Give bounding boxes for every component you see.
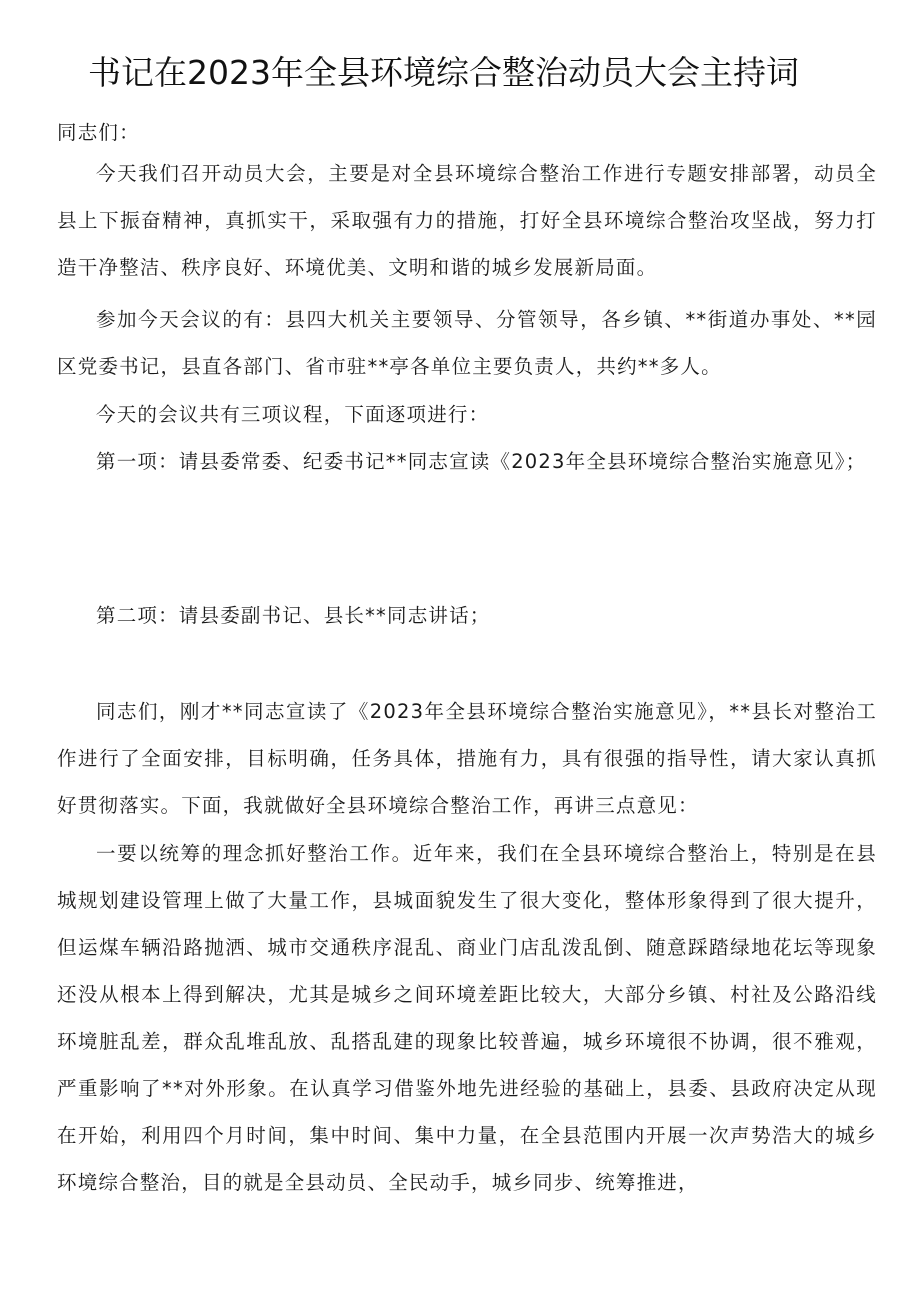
- paragraph-summary: 同志们，刚才**同志宣读了《2023年全县环境综合整治实施意见》，**县长对整治工作进行了全面安排，目标明确，任务具体，措施有力，具有很强的指导性，请大家认真抓好贯彻落实。下面，我就做好全县环境综合整治工作，再讲三点意见：: [57, 700, 877, 817]
- paragraph-point-one: 一要以统筹的理念抓好整治工作。近年来，我们在全县环境综合整治上，特别是在县城规划建设管理上做了大量工作，县城面貌发生了很大变化，整体形象得到了很大提升，但运煤车辆沿路抛洒、城市交通秩序混乱、商业门店乱泼乱倒、随意踩踏绿地花坛等现象还没从根本上得到解决，尤其是城乡之间环境差距比较大，大部分乡镇、村社及公路沿线环境脏乱差，群众乱堆乱放、乱搭乱建的现象比较普遍，城乡环境很不协调，很不雅观，严重影响了**对外形象。在认真学习借鉴外地先进经验的基础上，县委、县政府决定从现在开始，利用四个月时间，集中时间、集中力量，在全县范围内开展一次声势浩大的城乡环境综合整治，目的就是全县动员、全民动手，城乡同步、统筹推进，: [57, 842, 877, 1194]
- paragraph-attendees: 参加今天会议的有：县四大机关主要领导、分管领导，各乡镇、**街道办事处、**园区党委书记，县直各部门、省市驻**亭各单位主要负责人，共约**多人。: [57, 308, 877, 378]
- paragraph-opening: 今天我们召开动员大会，主要是对全县环境综合整治工作进行专题安排部署，动员全县上下振奋精神，真抓实干，采取强有力的措施，打好全县环境综合整治攻坚战，努力打造干净整洁、秩序良好、环境优美、文明和谐的城乡发展新局面。: [57, 162, 877, 279]
- paragraph-agenda-item-2: 第二项：请县委副书记、县长**同志讲话；: [96, 604, 491, 627]
- document-title: 书记在2023年全县环境综合整治动员大会主持词: [88, 53, 799, 92]
- greeting: 同志们：: [57, 121, 140, 144]
- paragraph-agenda-intro: 今天的会议共有三项议程，下面逐项进行：: [96, 403, 490, 426]
- paragraph-agenda-item-1: 第一项：请县委常委、纪委书记**同志宣读《2023年全县环境综合整治实施意见》；: [96, 450, 867, 473]
